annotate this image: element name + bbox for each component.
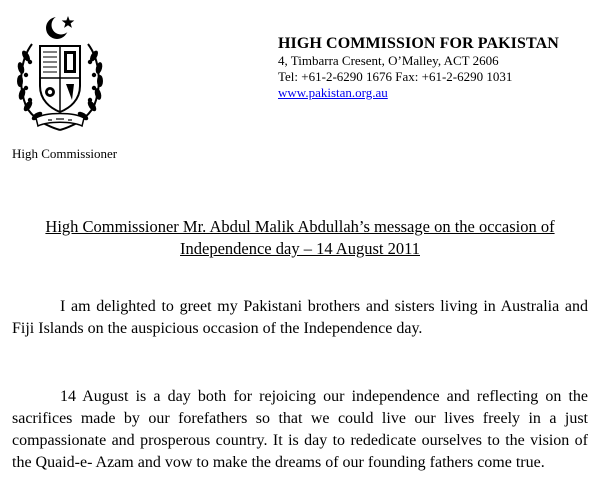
message-paragraph-2: 14 August is a day both for rejoicing our independence and reflecting on the sacrifices made by our forefathers so that we could live our lives freely in a just compassionate and prosperous country. It is day to rededicate ourselves to the vision of the Quaid-e- Azam and vow to make the dreams of our founding fathers come true. [12, 388, 588, 471]
phone-fax: Tel: +61-2-6290 1676 Fax: +61-2-6290 1031 [278, 69, 513, 84]
website-link[interactable]: www.pakistan.org.au [278, 85, 388, 100]
signatory-label: High Commissioner [12, 146, 118, 161]
message-paragraph-1: I am delighted to greet my Pakistani brothers and sisters living in Australia and Fiji Islands on the auspicious occasion of the Independence day. [12, 298, 588, 337]
message-title: High Commissioner Mr. Abdul Malik Abdullah’s message on the occasion of Independence day – 14 August 2011 [45, 217, 555, 258]
address: 4, Timbarra Cresent, O’Malley, ACT 2606 [278, 53, 499, 68]
organization-name: HIGH COMMISSION FOR PAKISTAN [278, 35, 559, 52]
letterhead [278, 34, 596, 101]
state-emblem-icon [12, 8, 108, 136]
